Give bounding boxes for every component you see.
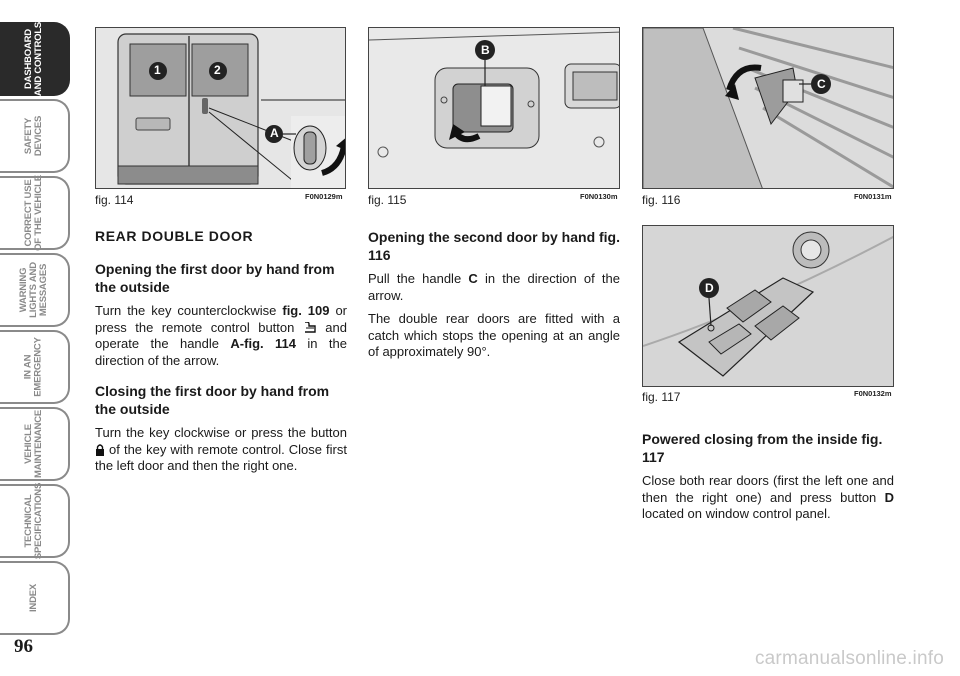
text: located on window control panel. [642,506,831,521]
figure-reference[interactable]: A-fig. 114 [230,336,296,351]
figure-reference[interactable]: fig. 109 [282,303,330,318]
tab-label: CORRECT USE OF THE VEHICLE [23,175,45,251]
tab-label: SAFETY DEVICES [23,115,44,157]
figure-116-caption: fig. 116 [642,193,681,207]
tab-label: IN AN EMERGENCY [23,337,44,397]
button-reference: D [884,489,894,505]
text: Turn the key clockwise or press the button [95,425,347,440]
label-a: A [270,126,279,140]
label-d: D [705,281,714,295]
tab-warning-lights[interactable] [0,253,70,327]
figure-117 [642,225,894,387]
figure-117-code: F0N0132m [854,389,892,398]
second-door-handle-illustration [643,28,894,189]
figure-117-caption: fig. 117 [642,390,681,404]
text: Pull the handle [368,271,469,286]
section-title: REAR DOUBLE DOOR [95,228,254,244]
tab-vehicle-maintenance[interactable] [0,407,70,481]
figure-114-code: F0N0129m [305,192,343,201]
left-column [95,228,347,475]
unlock-icon [303,322,317,334]
subheading-open-first-door: Opening the first door by hand from the outside [95,261,335,295]
paragraph-close-first-door [95,425,347,475]
handle-reference: C [468,271,478,286]
label-b: B [481,43,490,57]
figure-115-caption: fig. 115 [368,193,407,207]
text: of the key with remote control. Close first the left door and then the right one. [95,441,347,473]
subheading-close-first-door: Closing the first door by hand from the outside [95,383,330,417]
right-column [642,430,894,523]
badge-1: 1 [154,63,161,77]
tab-label: TECHNICAL SPECIFICATIONS [23,482,45,560]
figure-115-code: F0N0130m [580,192,618,201]
van-rear-doors-illustration [96,28,346,189]
tab-label: WARNING LIGHTS AND MESSAGES [17,262,49,318]
text: Close both rear doors (first the left one and then the right one) and press button [642,473,894,505]
section-tabs [0,22,70,638]
subheading-powered-closing: Powered closing from the inside fig. 117 [642,431,883,465]
paragraph-powered-closing [642,473,894,523]
tab-correct-use[interactable] [0,176,70,250]
text: and operate the handle [95,319,347,351]
badge-2: 2 [214,63,221,77]
tab-in-an-emergency[interactable] [0,330,70,404]
door-handle-illustration [369,28,620,189]
middle-column [368,228,620,361]
tab-technical-specifications[interactable] [0,484,70,558]
tab-index[interactable] [0,561,70,635]
tab-dashboard-and-controls[interactable] [0,22,70,96]
label-c: C [817,77,826,91]
paragraph-open-second-door [368,271,620,304]
paragraph-open-first-door [95,303,347,369]
page-number: 96 [14,636,33,657]
figure-116 [642,27,894,189]
subheading-open-second-door: Opening the second door by hand fig. 116 [368,229,620,263]
text: in the direction of the arrow. [95,336,347,368]
tab-label: VEHICLE MAINTENANCE [23,410,44,478]
lock-icon [95,444,105,456]
figure-115 [368,27,620,189]
watermark: carmanualsonline.info [754,648,944,669]
window-control-panel-illustration [643,226,894,387]
tab-label: INDEX [27,583,39,613]
text: or press the remote control button [95,303,348,335]
text: in the direction of the arrow. [368,271,620,303]
figure-114 [95,27,346,189]
tab-label: DASHBOARD AND CONTROLS [23,21,44,97]
paragraph-door-catch: The double rear doors are fitted with a catch which stops the opening at an angle of approximately 90°. [368,311,620,359]
figure-116-code: F0N0131m [854,192,892,201]
tab-safety-devices[interactable] [0,99,70,173]
text: Turn the key counterclockwise [95,303,283,318]
figure-114-caption: fig. 114 [95,193,134,207]
